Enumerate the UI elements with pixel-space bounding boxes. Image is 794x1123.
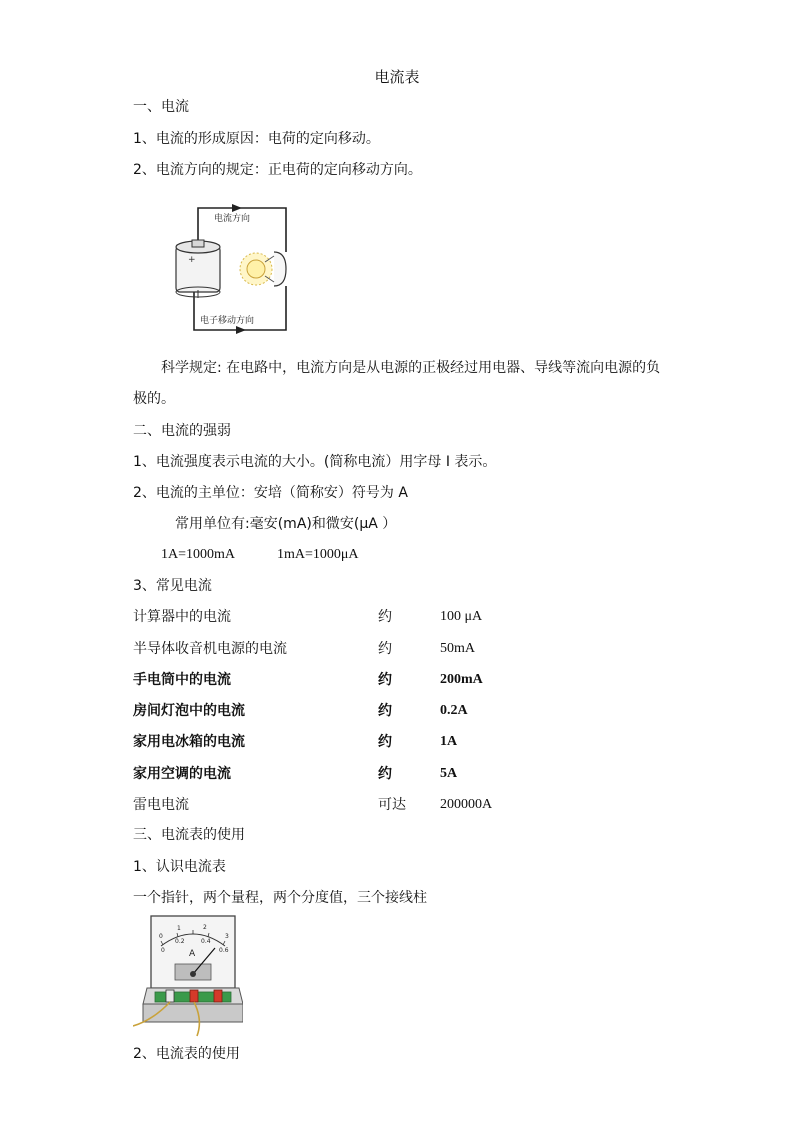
current-value: 200000A	[440, 797, 493, 812]
current-relation: 约	[378, 734, 392, 750]
current-relation: 约	[378, 703, 392, 719]
current-relation: 约	[378, 609, 392, 625]
current-intensity-text: 1、电流强度表示电流的大小。(简称电流）用字母 I 表示。	[133, 454, 497, 470]
table-row	[133, 640, 583, 660]
svg-text:0: 0	[159, 933, 163, 940]
common-units-text: 常用单位有:毫安(mA)和微安(μA ）	[175, 516, 397, 532]
battery-icon	[176, 240, 220, 298]
current-relation: 约	[378, 641, 392, 657]
svg-text:0.2: 0.2	[175, 938, 185, 945]
current-value: 1A	[440, 734, 458, 749]
current-direction-rule-text: 2、电流方向的规定：正电荷的定向移动方向。	[133, 162, 422, 178]
current-source-name: 家用电冰箱的电流	[133, 734, 245, 750]
current-relation: 可达	[378, 797, 406, 813]
science-rule-line1: 科学规定: 在电路中，电流方向是从电源的正极经过用电器、导线等流向电源的负	[161, 360, 661, 376]
terminal-posts	[166, 990, 222, 1002]
table-row	[133, 765, 583, 785]
svg-text:+: +	[188, 255, 196, 265]
current-source-name: 雷电电流	[133, 797, 189, 813]
section-heading-current: 一、电流	[133, 99, 189, 115]
current-cause-text: 1、电流的形成原因：电荷的定向移动。	[133, 131, 380, 147]
current-value: 100 μA	[440, 609, 483, 624]
current-source-name: 房间灯泡中的电流	[133, 703, 245, 719]
know-ammeter-heading: 1、认识电流表	[133, 859, 226, 875]
section-heading-ammeter-use: 三、电流表的使用	[133, 827, 245, 843]
conversion-ma-ua: 1mA=1000μA	[277, 547, 359, 562]
svg-text:3: 3	[225, 933, 229, 940]
ammeter-usage-heading: 2、电流表的使用	[133, 1046, 240, 1062]
electron-direction-label: 电子移动方向	[200, 316, 255, 326]
current-value: 0.2A	[440, 703, 468, 718]
page-title: 电流表	[374, 68, 420, 86]
svg-text:1: 1	[177, 925, 181, 932]
ammeter-letter: A	[189, 949, 196, 959]
table-row	[133, 796, 583, 816]
conversion-a-ma: 1A=1000mA	[161, 547, 236, 562]
section-heading-strength: 二、电流的强弱	[133, 423, 231, 439]
svg-text:0.4: 0.4	[201, 938, 211, 945]
science-rule-line2: 极的。	[133, 391, 175, 407]
ammeter-figure	[133, 912, 243, 1037]
current-relation: 约	[378, 766, 392, 782]
current-source-name: 手电筒中的电流	[133, 672, 231, 688]
current-source-name: 半导体收音机电源的电流	[133, 641, 287, 657]
current-source-name: 家用空调的电流	[133, 766, 231, 782]
svg-text:0.6: 0.6	[219, 947, 229, 954]
light-bulb-icon	[240, 252, 286, 286]
current-value: 5A	[440, 766, 458, 781]
svg-text:0: 0	[161, 947, 165, 954]
current-value: 50mA	[440, 641, 475, 656]
common-currents-heading: 3、常见电流	[133, 578, 212, 594]
table-row	[133, 702, 583, 722]
current-source-name: 计算器中的电流	[133, 609, 231, 625]
table-row	[133, 733, 583, 753]
svg-text:2: 2	[203, 924, 207, 931]
current-direction-label: 电流方向	[214, 214, 251, 224]
table-row	[133, 671, 583, 691]
table-row	[133, 608, 583, 628]
current-value: 200mA	[440, 672, 483, 687]
current-relation: 约	[378, 672, 392, 688]
main-unit-text: 2、电流的主单位：安培（简称安）符号为 A	[133, 485, 408, 501]
ammeter-description: 一个指针，两个量程，两个分度值，三个接线柱	[133, 890, 427, 906]
circuit-direction-figure	[170, 190, 315, 340]
